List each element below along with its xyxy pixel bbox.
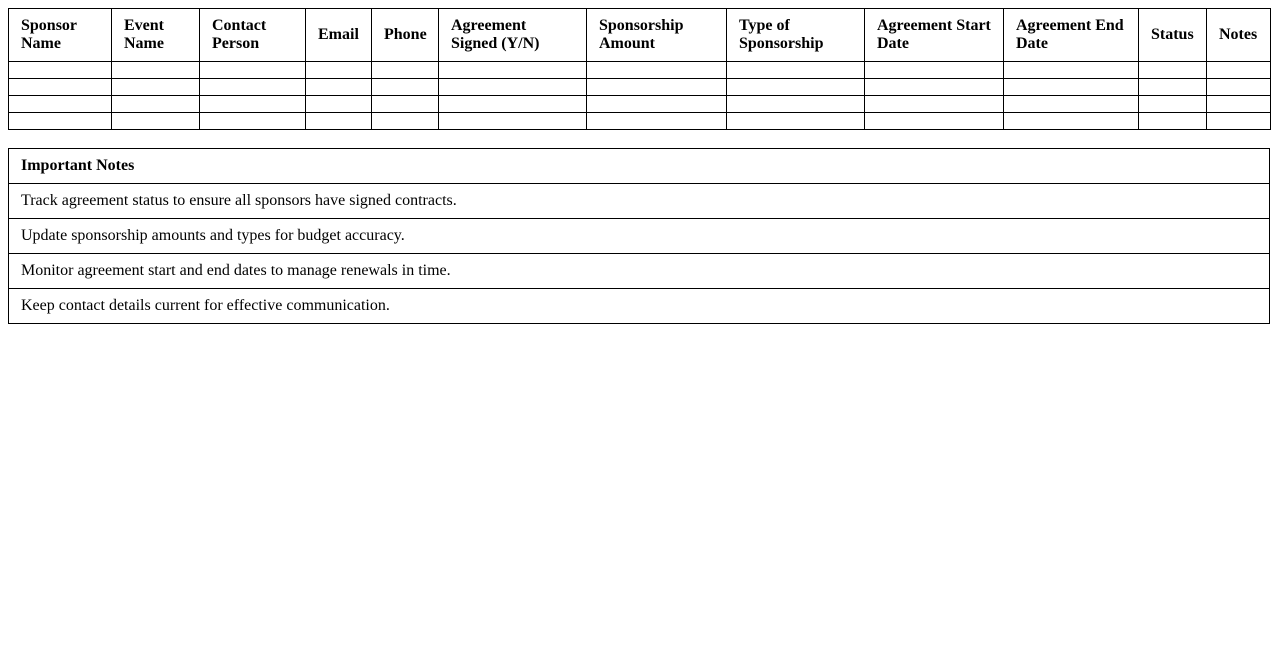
table-cell[interactable]: [727, 113, 865, 130]
table-cell[interactable]: [306, 62, 372, 79]
table-cell[interactable]: [306, 113, 372, 130]
column-header-email: Email: [306, 9, 372, 62]
table-cell[interactable]: [9, 96, 112, 113]
column-header-agreement-end-date: Agreement End Date: [1004, 9, 1139, 62]
table-cell[interactable]: [439, 96, 587, 113]
table-row: [9, 62, 1271, 79]
table-cell[interactable]: [1139, 96, 1207, 113]
table-cell[interactable]: [1207, 62, 1271, 79]
sponsorship-tracker-table: [8, 8, 1271, 130]
table-cell[interactable]: [865, 62, 1004, 79]
table-cell[interactable]: [200, 96, 306, 113]
table-cell[interactable]: [372, 113, 439, 130]
column-header-sponsorship-amount: Sponsorship Amount: [587, 9, 727, 62]
column-header-sponsor-name: Sponsor Name: [9, 9, 112, 62]
table-cell[interactable]: [727, 96, 865, 113]
table-cell[interactable]: [727, 62, 865, 79]
table-cell[interactable]: [587, 62, 727, 79]
notes-heading: Important Notes: [9, 149, 1270, 184]
notes-heading-row: [9, 149, 1270, 184]
table-cell[interactable]: [1139, 79, 1207, 96]
table-cell[interactable]: [865, 79, 1004, 96]
table-cell[interactable]: [865, 113, 1004, 130]
table-cell[interactable]: [439, 79, 587, 96]
table-cell[interactable]: [9, 79, 112, 96]
table-cell[interactable]: [9, 113, 112, 130]
table-cell[interactable]: [1004, 62, 1139, 79]
column-header-status: Status: [1139, 9, 1207, 62]
table-cell[interactable]: [865, 96, 1004, 113]
table-cell[interactable]: [587, 79, 727, 96]
table-cell[interactable]: [200, 79, 306, 96]
table-cell[interactable]: [306, 79, 372, 96]
table-cell[interactable]: [1004, 113, 1139, 130]
table-header-row: [9, 9, 1271, 62]
table-cell[interactable]: [200, 113, 306, 130]
note-row: [9, 184, 1270, 219]
tracker-table-body: [9, 62, 1271, 130]
table-cell[interactable]: [587, 96, 727, 113]
table-cell[interactable]: [306, 96, 372, 113]
table-cell[interactable]: [587, 113, 727, 130]
table-cell[interactable]: [112, 96, 200, 113]
table-row: [9, 79, 1271, 96]
table-cell[interactable]: [1004, 96, 1139, 113]
column-header-agreement-signed: Agreement Signed (Y/N): [439, 9, 587, 62]
important-notes-table: [8, 148, 1270, 324]
table-cell[interactable]: [9, 62, 112, 79]
table-cell[interactable]: [727, 79, 865, 96]
column-header-event-name: Event Name: [112, 9, 200, 62]
column-header-notes: Notes: [1207, 9, 1271, 62]
table-row: [9, 113, 1271, 130]
table-cell[interactable]: [372, 79, 439, 96]
table-cell[interactable]: [439, 113, 587, 130]
note-item: Keep contact details current for effective communication.: [9, 289, 1270, 324]
note-row: [9, 219, 1270, 254]
table-cell[interactable]: [372, 62, 439, 79]
table-cell[interactable]: [372, 96, 439, 113]
table-cell[interactable]: [200, 62, 306, 79]
table-cell[interactable]: [112, 113, 200, 130]
column-header-contact-person: Contact Person: [200, 9, 306, 62]
table-cell[interactable]: [1004, 79, 1139, 96]
table-cell[interactable]: [439, 62, 587, 79]
column-header-phone: Phone: [372, 9, 439, 62]
note-item: Monitor agreement start and end dates to manage renewals in time.: [9, 254, 1270, 289]
note-item: Update sponsorship amounts and types for budget accuracy.: [9, 219, 1270, 254]
table-cell[interactable]: [1207, 96, 1271, 113]
table-cell[interactable]: [1139, 62, 1207, 79]
note-row: [9, 254, 1270, 289]
table-cell[interactable]: [112, 79, 200, 96]
note-row: [9, 289, 1270, 324]
note-item: Track agreement status to ensure all sponsors have signed contracts.: [9, 184, 1270, 219]
table-cell[interactable]: [112, 62, 200, 79]
document: [0, 0, 1278, 324]
table-cell[interactable]: [1139, 113, 1207, 130]
table-cell[interactable]: [1207, 79, 1271, 96]
table-cell[interactable]: [1207, 113, 1271, 130]
table-row: [9, 96, 1271, 113]
column-header-type-of-sponsorship: Type of Sponsorship: [727, 9, 865, 62]
column-header-agreement-start-date: Agreement Start Date: [865, 9, 1004, 62]
